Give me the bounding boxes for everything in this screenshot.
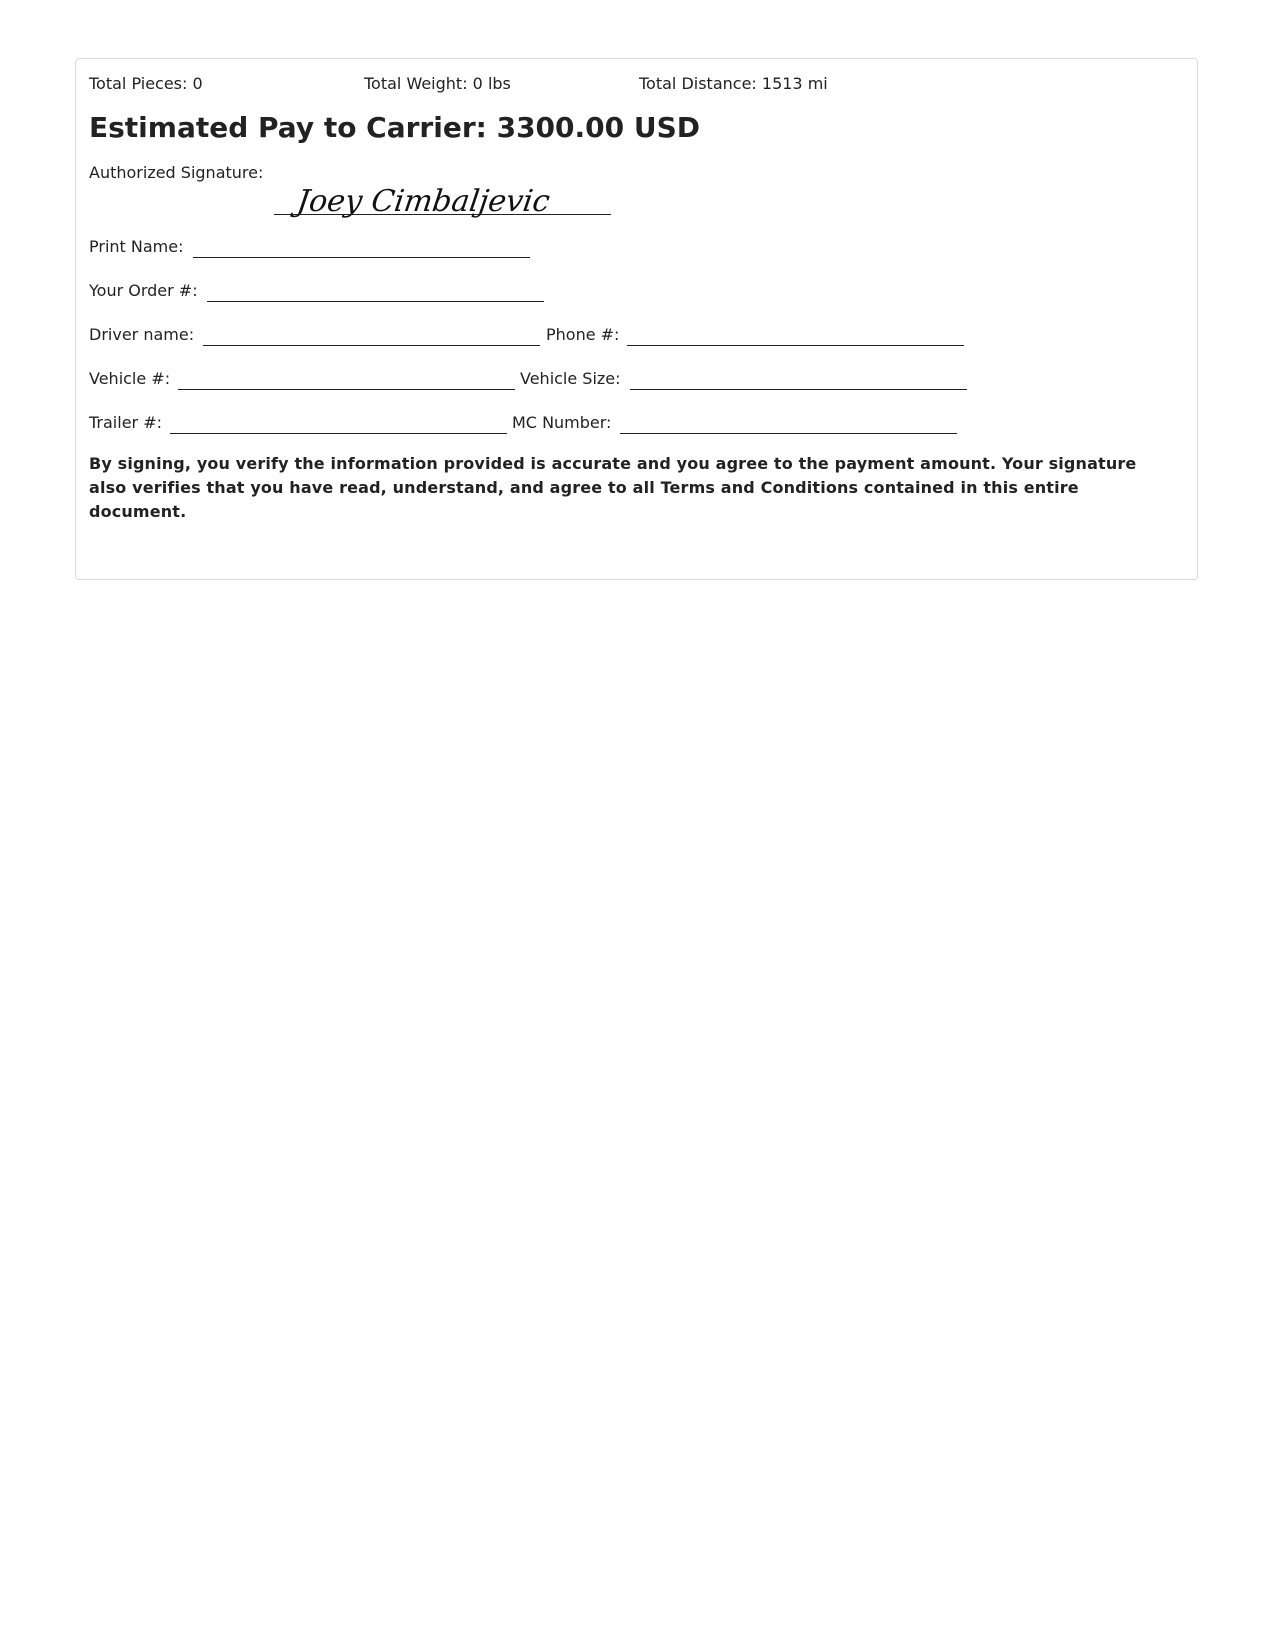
vehicle-number-label: Vehicle #: (89, 369, 171, 388)
phone-number-label: Phone #: (546, 325, 620, 344)
signature-line[interactable] (274, 214, 611, 215)
driver-name-field[interactable] (203, 345, 540, 346)
order-number-label: Your Order #: (89, 281, 198, 300)
vehicle-size-label: Vehicle Size: (520, 369, 621, 388)
carrier-confirmation-card (75, 58, 1198, 580)
trailer-number-label: Trailer #: (89, 413, 162, 432)
signature-text: Joey Cimbaljevic (294, 184, 552, 219)
print-name-label: Print Name: (89, 237, 184, 256)
driver-name-label: Driver name: (89, 325, 195, 344)
phone-number-field[interactable] (627, 345, 964, 346)
handwritten-signature (294, 175, 552, 223)
total-distance: Total Distance: 1513 mi (639, 74, 828, 93)
signing-disclaimer: By signing, you verify the information provided is accurate and you agree to the payment amount. Your signature also verifies that you have read, understand, and agree to all Terms and Conditions contained in this entire document. (89, 454, 1137, 521)
vehicle-size-field[interactable] (630, 389, 967, 390)
estimated-pay-title: Estimated Pay to Carrier: 3300.00 USD (89, 111, 701, 144)
total-pieces: Total Pieces: 0 (89, 74, 203, 93)
mc-number-field[interactable] (620, 433, 957, 434)
vehicle-number-field[interactable] (178, 389, 515, 390)
total-weight: Total Weight: 0 lbs (364, 74, 511, 93)
mc-number-label: MC Number: (512, 413, 612, 432)
order-number-field[interactable] (207, 301, 544, 302)
print-name-field[interactable] (193, 257, 530, 258)
authorized-signature-label: Authorized Signature: (89, 163, 264, 182)
trailer-number-field[interactable] (170, 433, 507, 434)
